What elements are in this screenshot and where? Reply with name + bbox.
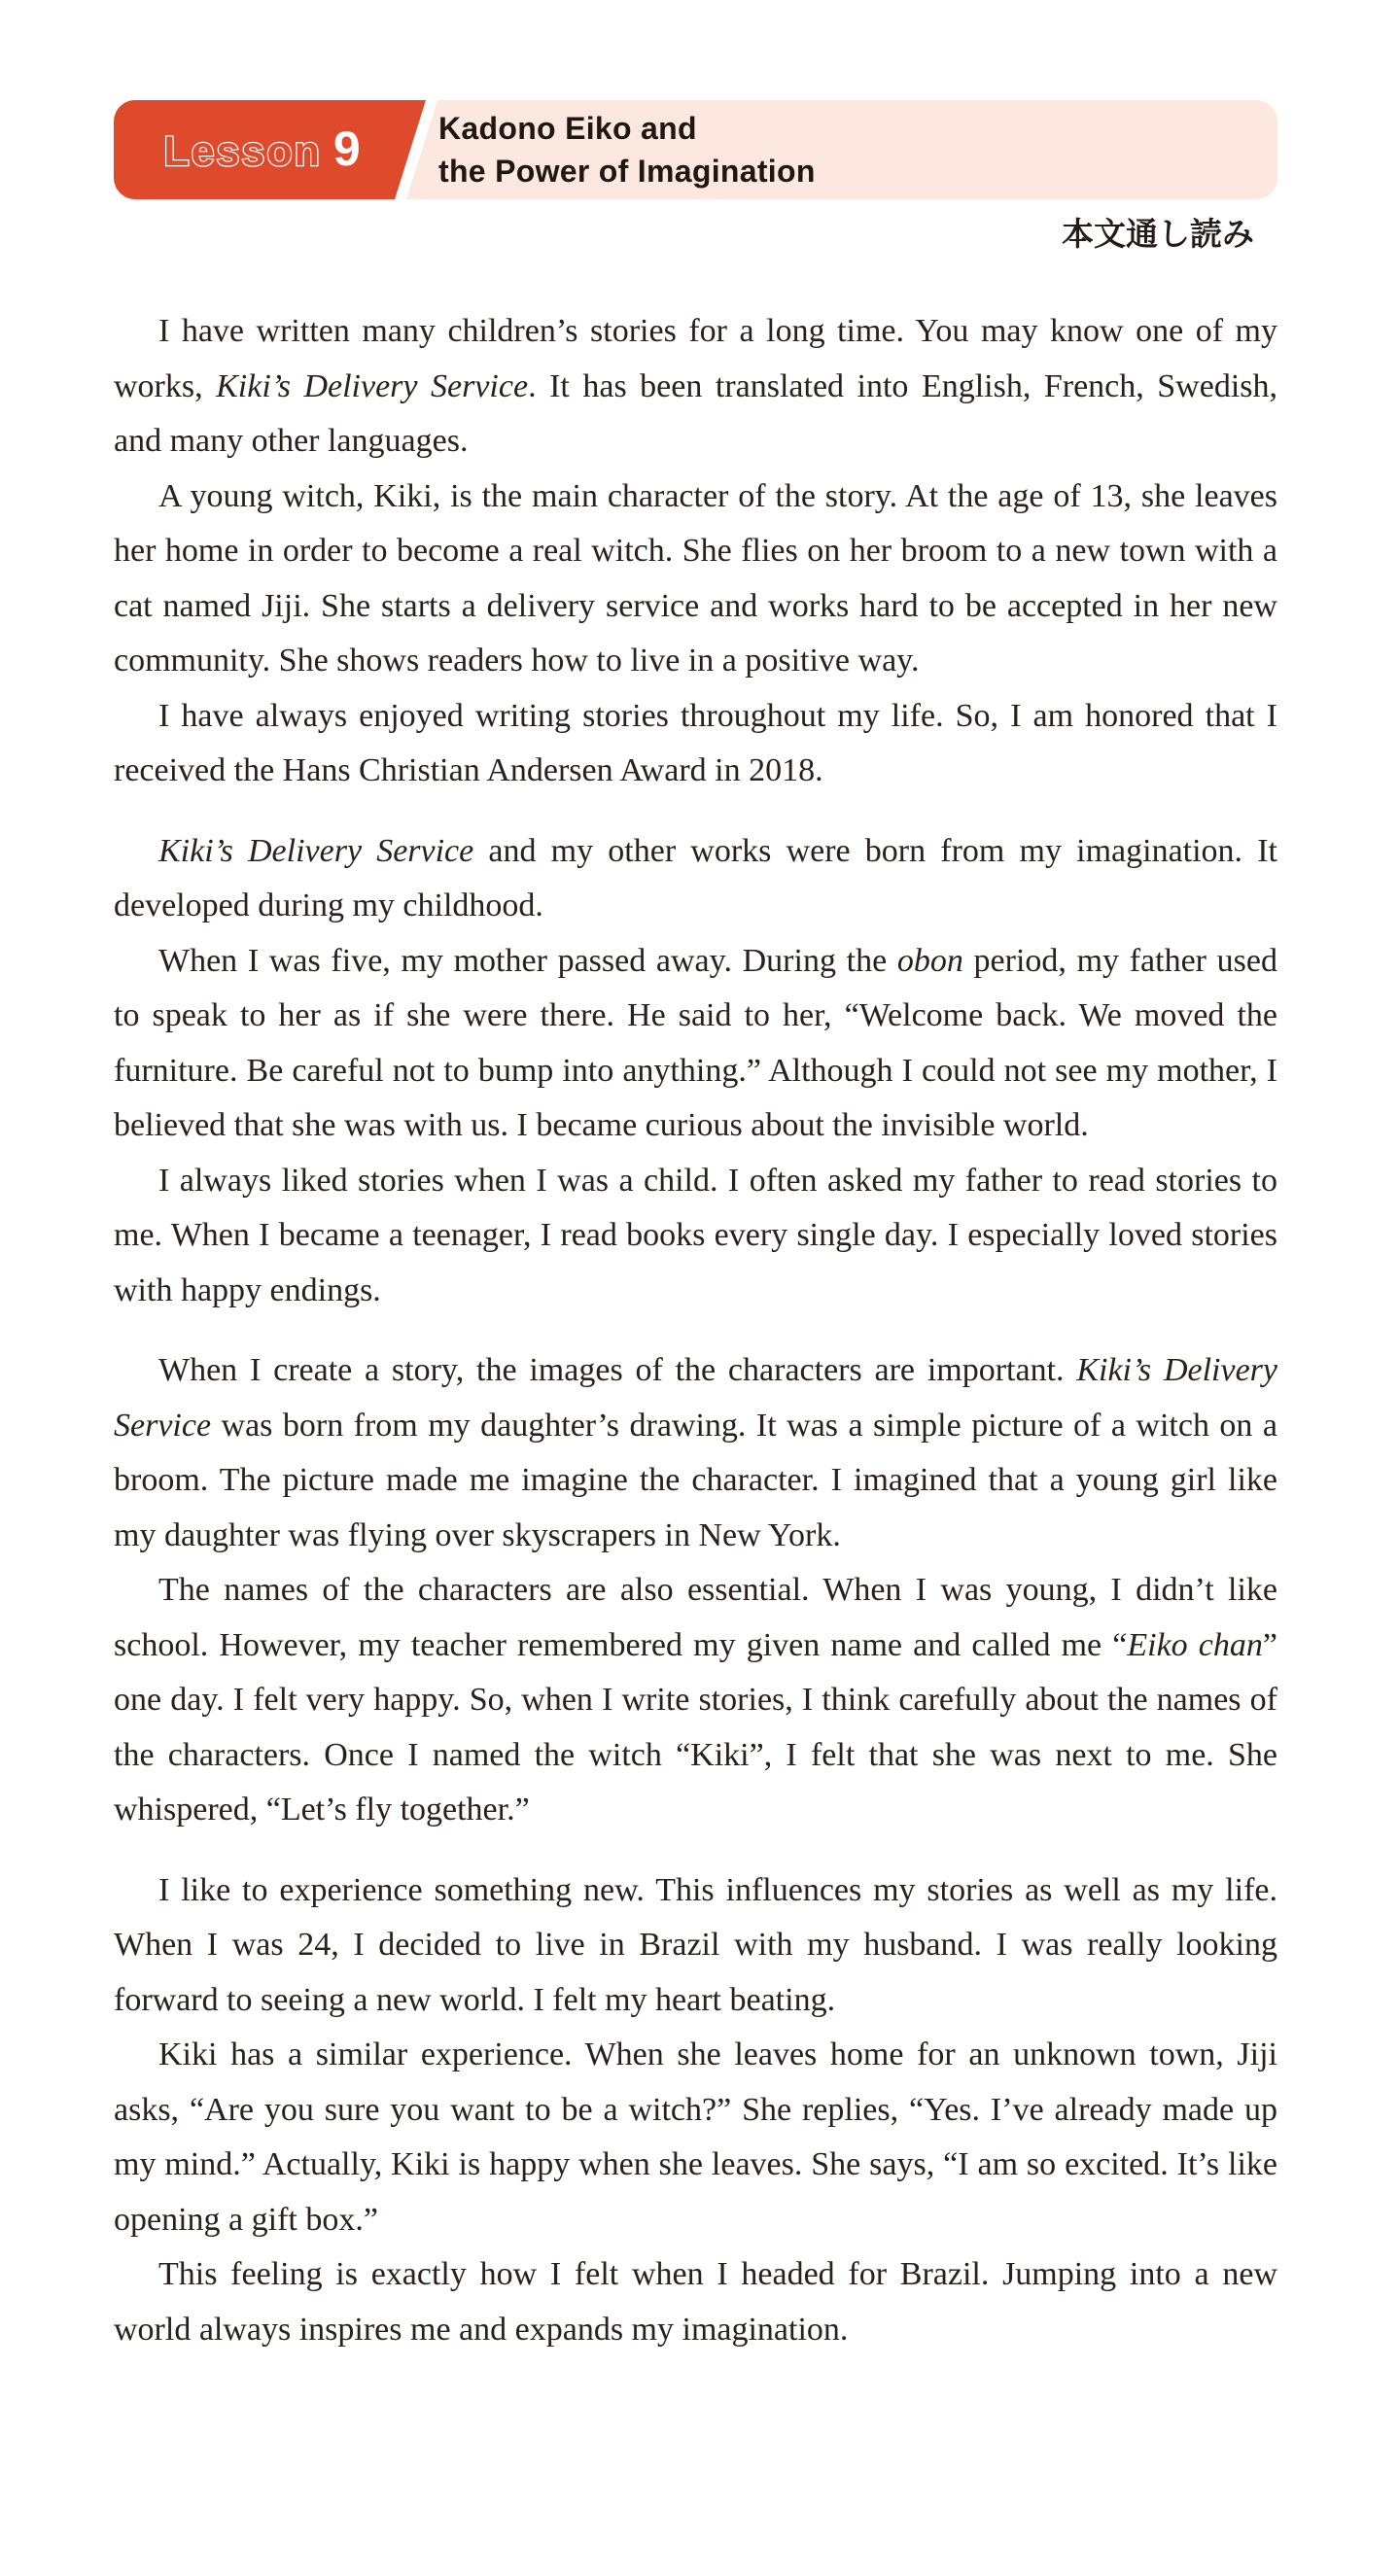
paragraph	[114, 1154, 1277, 1319]
paragraph	[114, 934, 1277, 1154]
text-run: When I was five, my mother passed away. During the	[158, 942, 897, 979]
text-section	[114, 304, 1277, 799]
text-section	[114, 1863, 1277, 2358]
text-run: I have always enjoyed writing stories throughout my life. So, I am honored that I received the Hans Christian Andersen Award in 2018.	[114, 697, 1277, 788]
text-run: and my other works were born from my imagination. It developed during my childhood.	[114, 832, 1277, 923]
paragraph	[114, 2028, 1277, 2247]
italic-text-run: Kiki’s Delivery Service	[216, 367, 529, 404]
italic-text-run: Kiki’s Delivery Service	[114, 1352, 1278, 1444]
paragraph	[114, 1343, 1277, 1563]
lesson-title-line1: Kadono Eiko and	[438, 111, 697, 146]
text-run: . It has been translated into English, French, Swedish, and many other languages.	[114, 367, 1277, 459]
lesson-banner	[114, 100, 1277, 199]
text-run: I like to experience something new. This influences my stories as well as my life. When I was 24, I decided to live in Brazil with my husband. I was really looking forward to seeing a new world. I felt my heart beating.	[114, 1871, 1277, 2018]
text-run: The names of the characters are also essential. When I was young, I didn’t like school. However, my teacher remembered my given name and called me “	[114, 1572, 1277, 1663]
lesson-label: Lesson	[163, 127, 322, 175]
paragraph	[114, 1863, 1277, 2029]
paragraph	[114, 824, 1277, 934]
text-run: Kiki has a similar experience. When she leaves home for an unknown town, Jiji asks, “Are you sure you want to be a witch?” She replies, “Yes. I’ve already made up my mind.” Actually, Kiki is happy when she leaves. She says, “I am so excited. It’s like opening a gift box.”	[114, 2036, 1277, 2238]
text-section	[114, 824, 1277, 1319]
reading-mode-label: 本文通し読み	[1062, 216, 1254, 252]
italic-text-run: obon	[896, 942, 963, 979]
paragraph	[114, 470, 1277, 689]
paragraph	[114, 2247, 1277, 2357]
paragraph	[114, 1563, 1277, 1838]
text-run: was born from my daughter’s drawing. It was a simple picture of a witch on a broom. The picture made me imagine the character. I imagined that a young girl like my daughter was flying over skyscrapers in New York.	[114, 1407, 1277, 1553]
text-run: I always liked stories when I was a child. I often asked my father to read stories to me. When I became a teenager, I read books every single day. I especially loved stories with happy endings.	[114, 1162, 1277, 1308]
article-body	[114, 304, 1277, 2357]
italic-text-run: Kiki’s Delivery Service	[158, 832, 474, 869]
text-run: This feeling is exactly how I felt when I headed for Brazil. Jumping into a new world always inspires me and expands my imagination.	[114, 2256, 1277, 2348]
text-run: I have written many children’s stories for a long time. You may know one of my works,	[114, 313, 1277, 404]
text-run: A young witch, Kiki, is the main character of the story. At the age of 13, she leaves her home in order to become a real witch. She flies on her broom to a new town with a cat named Jiji. She starts a delivery service and works hard to be accepted in her new community. She shows readers how to live in a positive way.	[114, 477, 1277, 679]
lesson-number: 9	[332, 121, 361, 176]
paragraph	[114, 689, 1277, 799]
text-run: period, my father used to speak to her as if she were there. He said to her, “Welcome back. We moved the furniture. Be careful not to bump into anything.” Although I could not see my mother, I believed that she was with us. I became curious about the invisible world.	[114, 942, 1277, 1143]
text-run: ” one day. I felt very happy. So, when I write stories, I think carefully about the names of the characters. Once I named the witch “Kiki”, I felt that she was next to me. She whispered, “Let’s fly together.”	[114, 1626, 1277, 1828]
lesson-label-group	[114, 121, 410, 177]
text-run: When I create a story, the images of the characters are important.	[158, 1352, 1077, 1388]
italic-text-run: Eiko chan	[1127, 1626, 1263, 1663]
paragraph	[114, 304, 1277, 470]
lesson-title	[438, 107, 816, 192]
text-section	[114, 1343, 1277, 1838]
lesson-title-line2: the Power of Imagination	[438, 154, 816, 189]
